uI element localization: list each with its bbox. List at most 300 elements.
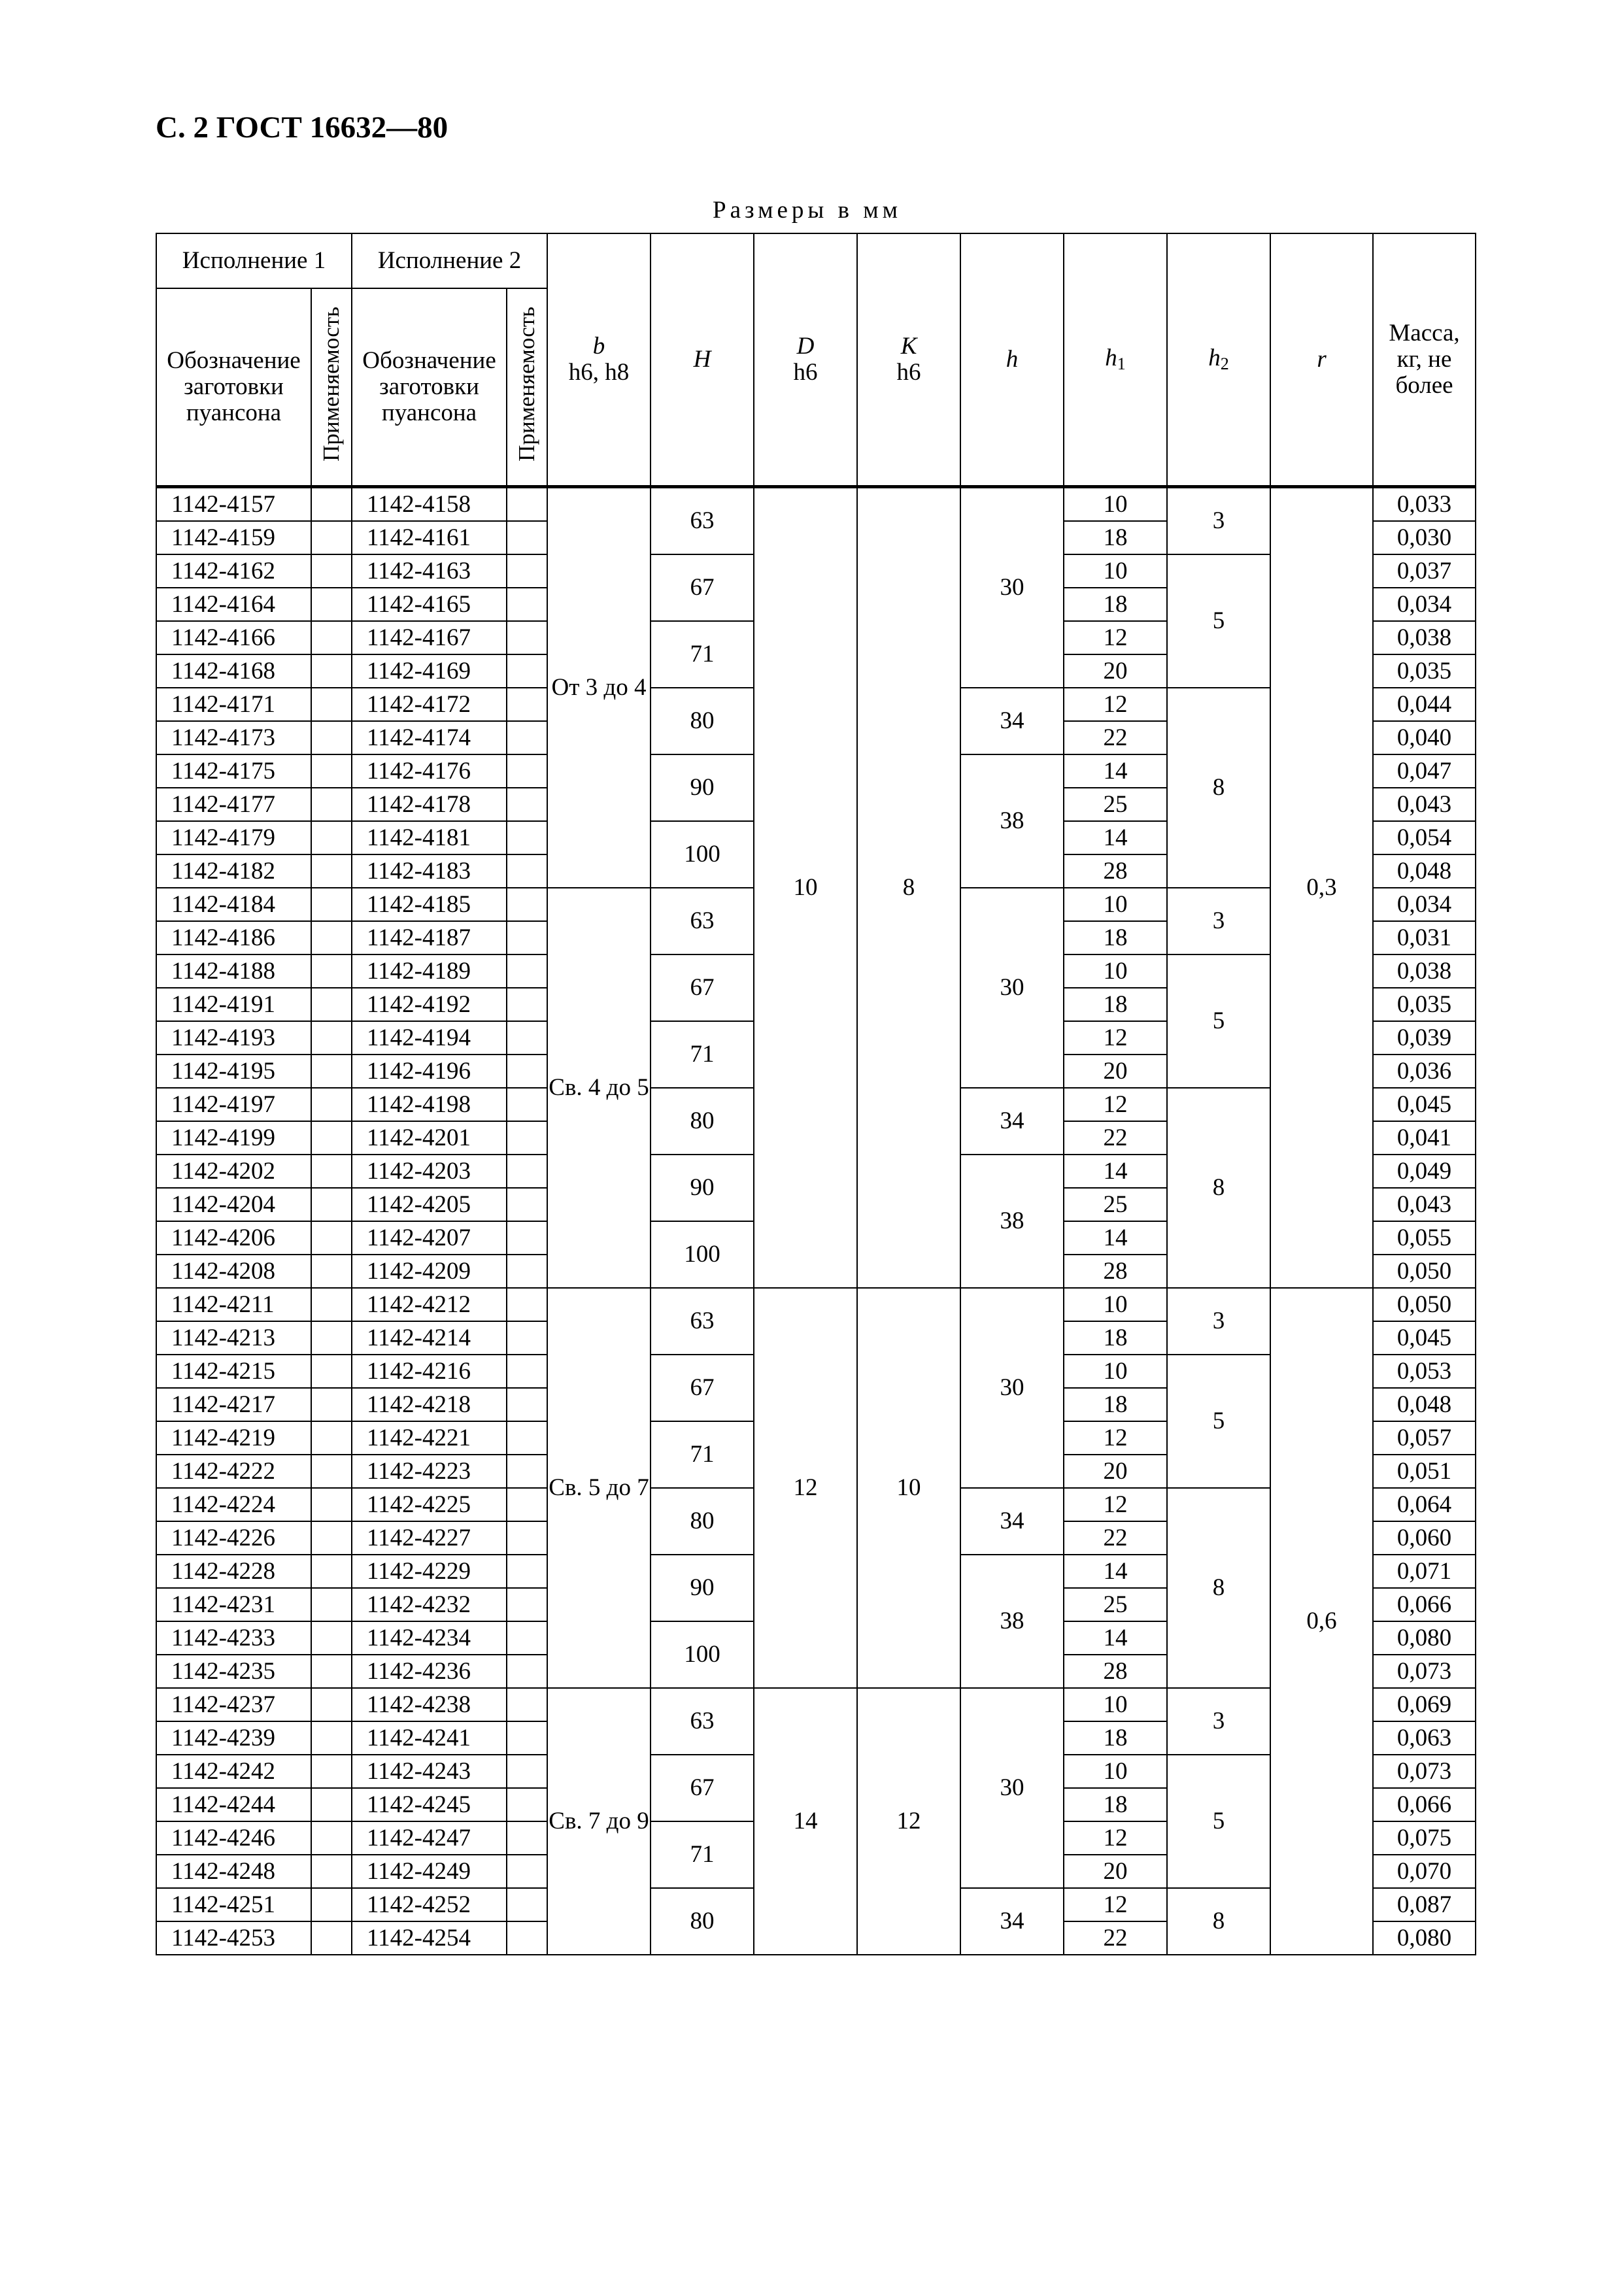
cell-mass: 0,054 bbox=[1373, 821, 1476, 854]
code-ispolnenie-2: 1142-4241 bbox=[352, 1721, 507, 1755]
cell-mass: 0,073 bbox=[1373, 1755, 1476, 1788]
cell-h1: 10 bbox=[1064, 554, 1167, 588]
cell-h1: 12 bbox=[1064, 1421, 1167, 1455]
applicability-cell-1 bbox=[311, 1588, 352, 1621]
applicability-cell-2 bbox=[507, 788, 547, 821]
code-ispolnenie-2: 1142-4183 bbox=[352, 854, 507, 888]
cell-h1: 25 bbox=[1064, 1188, 1167, 1221]
cell-h1: 20 bbox=[1064, 654, 1167, 688]
code-ispolnenie-1: 1142-4162 bbox=[156, 554, 311, 588]
cell-h: 80 bbox=[651, 1488, 754, 1555]
cell-h: 38 bbox=[960, 1555, 1064, 1688]
applicability-cell-1 bbox=[311, 1721, 352, 1755]
applicability-cell-1 bbox=[311, 1355, 352, 1388]
code-ispolnenie-2: 1142-4214 bbox=[352, 1321, 507, 1355]
applicability-cell-1 bbox=[311, 854, 352, 888]
header-K: K h6 bbox=[857, 233, 960, 487]
code-ispolnenie-2: 1142-4252 bbox=[352, 1888, 507, 1921]
cell-h1: 20 bbox=[1064, 1855, 1167, 1888]
code-ispolnenie-2: 1142-4232 bbox=[352, 1588, 507, 1621]
cell-mass: 0,039 bbox=[1373, 1021, 1476, 1055]
cell-h: 30 bbox=[960, 487, 1064, 688]
cell-mass: 0,040 bbox=[1373, 721, 1476, 754]
cell-mass: 0,066 bbox=[1373, 1588, 1476, 1621]
applicability-cell-1 bbox=[311, 1621, 352, 1655]
cell-b: Св. 7 до 9 bbox=[547, 1688, 651, 1955]
code-ispolnenie-1: 1142-4226 bbox=[156, 1521, 311, 1555]
code-ispolnenie-1: 1142-4157 bbox=[156, 487, 311, 522]
cell-h: 71 bbox=[651, 621, 754, 688]
code-ispolnenie-2: 1142-4229 bbox=[352, 1555, 507, 1588]
cell-k: 8 bbox=[857, 487, 960, 1289]
applicability-cell-2 bbox=[507, 1655, 547, 1688]
code-ispolnenie-1: 1142-4179 bbox=[156, 821, 311, 854]
cell-h: 63 bbox=[651, 487, 754, 555]
header-r: r bbox=[1270, 233, 1373, 487]
applicability-cell-1 bbox=[311, 1288, 352, 1321]
cell-h: 30 bbox=[960, 1288, 1064, 1488]
applicability-cell-1 bbox=[311, 1755, 352, 1788]
applicability-cell-2 bbox=[507, 1388, 547, 1421]
cell-h1: 28 bbox=[1064, 854, 1167, 888]
cell-h1: 14 bbox=[1064, 1155, 1167, 1188]
applicability-cell-2 bbox=[507, 1855, 547, 1888]
applicability-cell-1 bbox=[311, 954, 352, 988]
cell-mass: 0,047 bbox=[1373, 754, 1476, 788]
applicability-cell-2 bbox=[507, 1688, 547, 1721]
applicability-cell-2 bbox=[507, 1921, 547, 1955]
cell-mass: 0,073 bbox=[1373, 1655, 1476, 1688]
cell-mass: 0,080 bbox=[1373, 1921, 1476, 1955]
cell-h1: 25 bbox=[1064, 1588, 1167, 1621]
code-ispolnenie-1: 1142-4224 bbox=[156, 1488, 311, 1521]
cell-h1: 14 bbox=[1064, 1221, 1167, 1255]
code-ispolnenie-1: 1142-4193 bbox=[156, 1021, 311, 1055]
applicability-cell-2 bbox=[507, 1155, 547, 1188]
applicability-cell-2 bbox=[507, 1221, 547, 1255]
cell-h1: 25 bbox=[1064, 788, 1167, 821]
cell-h1: 10 bbox=[1064, 487, 1167, 522]
cell-h: 30 bbox=[960, 888, 1064, 1088]
applicability-cell-1 bbox=[311, 1055, 352, 1088]
cell-mass: 0,050 bbox=[1373, 1288, 1476, 1321]
applicability-cell-1 bbox=[311, 1488, 352, 1521]
cell-h1: 18 bbox=[1064, 1788, 1167, 1821]
cell-mass: 0,048 bbox=[1373, 1388, 1476, 1421]
header-applicability-2: Применяемость bbox=[507, 288, 547, 487]
applicability-cell-1 bbox=[311, 1088, 352, 1121]
cell-h1: 14 bbox=[1064, 1555, 1167, 1588]
applicability-cell-2 bbox=[507, 521, 547, 554]
code-ispolnenie-1: 1142-4242 bbox=[156, 1755, 311, 1788]
code-ispolnenie-1: 1142-4253 bbox=[156, 1921, 311, 1955]
cell-h1: 20 bbox=[1064, 1455, 1167, 1488]
applicability-cell-1 bbox=[311, 1921, 352, 1955]
code-ispolnenie-1: 1142-4208 bbox=[156, 1255, 311, 1288]
dimensions-table bbox=[156, 233, 1476, 1955]
cell-h: 34 bbox=[960, 1488, 1064, 1555]
header-ispolnenie-2: Исполнение 2 bbox=[352, 233, 547, 288]
cell-h1: 18 bbox=[1064, 988, 1167, 1021]
code-ispolnenie-1: 1142-4244 bbox=[156, 1788, 311, 1821]
cell-h1: 10 bbox=[1064, 1288, 1167, 1321]
page-header: С. 2 ГОСТ 16632—80 bbox=[156, 110, 448, 144]
cell-k: 12 bbox=[857, 1688, 960, 1955]
applicability-cell-1 bbox=[311, 1688, 352, 1721]
code-ispolnenie-2: 1142-4165 bbox=[352, 588, 507, 621]
code-ispolnenie-2: 1142-4187 bbox=[352, 921, 507, 954]
code-ispolnenie-1: 1142-4182 bbox=[156, 854, 311, 888]
applicability-cell-2 bbox=[507, 688, 547, 721]
applicability-cell-2 bbox=[507, 1121, 547, 1155]
code-ispolnenie-2: 1142-4247 bbox=[352, 1821, 507, 1855]
code-ispolnenie-2: 1142-4236 bbox=[352, 1655, 507, 1688]
applicability-cell-2 bbox=[507, 1755, 547, 1788]
cell-h1: 22 bbox=[1064, 721, 1167, 754]
code-ispolnenie-1: 1142-4246 bbox=[156, 1821, 311, 1855]
applicability-cell-2 bbox=[507, 554, 547, 588]
applicability-cell-1 bbox=[311, 1021, 352, 1055]
cell-h: 100 bbox=[651, 821, 754, 888]
code-ispolnenie-2: 1142-4249 bbox=[352, 1855, 507, 1888]
cell-h1: 18 bbox=[1064, 521, 1167, 554]
cell-mass: 0,050 bbox=[1373, 1255, 1476, 1288]
code-ispolnenie-1: 1142-4228 bbox=[156, 1555, 311, 1588]
code-ispolnenie-2: 1142-4158 bbox=[352, 487, 507, 522]
cell-b: Св. 5 до 7 bbox=[547, 1288, 651, 1688]
cell-mass: 0,075 bbox=[1373, 1821, 1476, 1855]
applicability-cell-2 bbox=[507, 487, 547, 522]
applicability-cell-1 bbox=[311, 1255, 352, 1288]
applicability-cell-2 bbox=[507, 754, 547, 788]
cell-h1: 18 bbox=[1064, 921, 1167, 954]
cell-h: 67 bbox=[651, 1355, 754, 1421]
applicability-cell-2 bbox=[507, 1188, 547, 1221]
cell-h1: 10 bbox=[1064, 1688, 1167, 1721]
code-ispolnenie-1: 1142-4237 bbox=[156, 1688, 311, 1721]
header-h1: $h_1$ bbox=[1064, 233, 1167, 487]
cell-h: 90 bbox=[651, 1155, 754, 1221]
cell-h2: 8 bbox=[1167, 1088, 1270, 1288]
applicability-cell-1 bbox=[311, 554, 352, 588]
cell-d: 10 bbox=[754, 487, 857, 1289]
code-ispolnenie-1: 1142-4186 bbox=[156, 921, 311, 954]
code-ispolnenie-1: 1142-4231 bbox=[156, 1588, 311, 1621]
code-ispolnenie-1: 1142-4188 bbox=[156, 954, 311, 988]
code-ispolnenie-1: 1142-4197 bbox=[156, 1088, 311, 1121]
code-ispolnenie-2: 1142-4174 bbox=[352, 721, 507, 754]
applicability-cell-1 bbox=[311, 1155, 352, 1188]
cell-h2: 8 bbox=[1167, 688, 1270, 888]
applicability-cell-2 bbox=[507, 1355, 547, 1388]
cell-h2: 5 bbox=[1167, 554, 1270, 688]
code-ispolnenie-1: 1142-4251 bbox=[156, 1888, 311, 1921]
header-h2: $h_2$ bbox=[1167, 233, 1270, 487]
cell-mass: 0,044 bbox=[1373, 688, 1476, 721]
cell-h: 38 bbox=[960, 1155, 1064, 1288]
cell-h1: 14 bbox=[1064, 754, 1167, 788]
header-h: h bbox=[960, 233, 1064, 487]
cell-h: 34 bbox=[960, 1088, 1064, 1155]
applicability-cell-1 bbox=[311, 1321, 352, 1355]
applicability-cell-2 bbox=[507, 1488, 547, 1521]
cell-h: 80 bbox=[651, 1088, 754, 1155]
cell-h1: 12 bbox=[1064, 1021, 1167, 1055]
code-ispolnenie-2: 1142-4169 bbox=[352, 654, 507, 688]
code-ispolnenie-1: 1142-4168 bbox=[156, 654, 311, 688]
cell-b: Св. 4 до 5 bbox=[547, 888, 651, 1288]
cell-mass: 0,033 bbox=[1373, 487, 1476, 522]
code-ispolnenie-2: 1142-4254 bbox=[352, 1921, 507, 1955]
applicability-cell-1 bbox=[311, 654, 352, 688]
applicability-cell-2 bbox=[507, 1255, 547, 1288]
applicability-cell-1 bbox=[311, 588, 352, 621]
cell-h1: 12 bbox=[1064, 1088, 1167, 1121]
cell-d: 14 bbox=[754, 1688, 857, 1955]
cell-mass: 0,038 bbox=[1373, 621, 1476, 654]
code-ispolnenie-1: 1142-4213 bbox=[156, 1321, 311, 1355]
cell-r: 0,6 bbox=[1270, 1288, 1373, 1955]
cell-mass: 0,031 bbox=[1373, 921, 1476, 954]
cell-h: 80 bbox=[651, 1888, 754, 1955]
code-ispolnenie-2: 1142-4192 bbox=[352, 988, 507, 1021]
code-ispolnenie-1: 1142-4222 bbox=[156, 1455, 311, 1488]
header-designation-2: Обозначение заготовки пуансона bbox=[352, 288, 507, 487]
cell-h1: 12 bbox=[1064, 688, 1167, 721]
cell-h1: 12 bbox=[1064, 1888, 1167, 1921]
cell-h1: 12 bbox=[1064, 1488, 1167, 1521]
cell-h: 63 bbox=[651, 888, 754, 954]
cell-h: 34 bbox=[960, 1888, 1064, 1955]
table-row bbox=[156, 1288, 1476, 1321]
applicability-cell-2 bbox=[507, 921, 547, 954]
applicability-cell-2 bbox=[507, 1588, 547, 1621]
code-ispolnenie-1: 1142-4166 bbox=[156, 621, 311, 654]
applicability-cell-1 bbox=[311, 1655, 352, 1688]
code-ispolnenie-2: 1142-4181 bbox=[352, 821, 507, 854]
applicability-cell-1 bbox=[311, 888, 352, 921]
code-ispolnenie-1: 1142-4235 bbox=[156, 1655, 311, 1688]
cell-mass: 0,060 bbox=[1373, 1521, 1476, 1555]
applicability-cell-2 bbox=[507, 854, 547, 888]
code-ispolnenie-2: 1142-4203 bbox=[352, 1155, 507, 1188]
code-ispolnenie-2: 1142-4167 bbox=[352, 621, 507, 654]
cell-h2: 3 bbox=[1167, 1288, 1270, 1355]
applicability-cell-1 bbox=[311, 788, 352, 821]
code-ispolnenie-2: 1142-4196 bbox=[352, 1055, 507, 1088]
cell-mass: 0,045 bbox=[1373, 1321, 1476, 1355]
table-body bbox=[156, 487, 1476, 1955]
applicability-cell-2 bbox=[507, 1421, 547, 1455]
applicability-cell-1 bbox=[311, 921, 352, 954]
cell-mass: 0,071 bbox=[1373, 1555, 1476, 1588]
applicability-cell-2 bbox=[507, 721, 547, 754]
code-ispolnenie-1: 1142-4173 bbox=[156, 721, 311, 754]
cell-d: 12 bbox=[754, 1288, 857, 1688]
cell-h: 71 bbox=[651, 1421, 754, 1488]
cell-mass: 0,035 bbox=[1373, 654, 1476, 688]
applicability-cell-1 bbox=[311, 621, 352, 654]
cell-h: 71 bbox=[651, 1021, 754, 1088]
code-ispolnenie-1: 1142-4164 bbox=[156, 588, 311, 621]
applicability-cell-2 bbox=[507, 1055, 547, 1088]
applicability-cell-2 bbox=[507, 1721, 547, 1755]
code-ispolnenie-1: 1142-4175 bbox=[156, 754, 311, 788]
applicability-cell-1 bbox=[311, 1521, 352, 1555]
cell-mass: 0,087 bbox=[1373, 1888, 1476, 1921]
header-H: H bbox=[651, 233, 754, 487]
code-ispolnenie-2: 1142-4227 bbox=[352, 1521, 507, 1555]
cell-mass: 0,036 bbox=[1373, 1055, 1476, 1088]
cell-mass: 0,037 bbox=[1373, 554, 1476, 588]
applicability-cell-1 bbox=[311, 521, 352, 554]
cell-h1: 10 bbox=[1064, 1355, 1167, 1388]
code-ispolnenie-1: 1142-4239 bbox=[156, 1721, 311, 1755]
cell-mass: 0,045 bbox=[1373, 1088, 1476, 1121]
cell-h: 90 bbox=[651, 754, 754, 821]
code-ispolnenie-1: 1142-4204 bbox=[156, 1188, 311, 1221]
applicability-cell-2 bbox=[507, 1788, 547, 1821]
applicability-cell-2 bbox=[507, 1088, 547, 1121]
cell-h: 63 bbox=[651, 1288, 754, 1355]
cell-mass: 0,080 bbox=[1373, 1621, 1476, 1655]
cell-h1: 28 bbox=[1064, 1255, 1167, 1288]
applicability-cell-2 bbox=[507, 1821, 547, 1855]
header-mass: Масса, кг, не более bbox=[1373, 233, 1476, 487]
cell-mass: 0,053 bbox=[1373, 1355, 1476, 1388]
cell-h: 30 bbox=[960, 1688, 1064, 1888]
code-ispolnenie-2: 1142-4185 bbox=[352, 888, 507, 921]
applicability-cell-2 bbox=[507, 1888, 547, 1921]
cell-h1: 22 bbox=[1064, 1521, 1167, 1555]
cell-mass: 0,063 bbox=[1373, 1721, 1476, 1755]
code-ispolnenie-1: 1142-4206 bbox=[156, 1221, 311, 1255]
code-ispolnenie-1: 1142-4233 bbox=[156, 1621, 311, 1655]
code-ispolnenie-1: 1142-4191 bbox=[156, 988, 311, 1021]
applicability-cell-1 bbox=[311, 754, 352, 788]
cell-h: 80 bbox=[651, 688, 754, 754]
header-designation-1: Обозначение заготовки пуансона bbox=[156, 288, 311, 487]
code-ispolnenie-1: 1142-4202 bbox=[156, 1155, 311, 1188]
cell-h2: 3 bbox=[1167, 888, 1270, 954]
cell-h1: 22 bbox=[1064, 1121, 1167, 1155]
cell-mass: 0,041 bbox=[1373, 1121, 1476, 1155]
code-ispolnenie-1: 1142-4211 bbox=[156, 1288, 311, 1321]
cell-mass: 0,035 bbox=[1373, 988, 1476, 1021]
code-ispolnenie-1: 1142-4215 bbox=[156, 1355, 311, 1388]
code-ispolnenie-2: 1142-4176 bbox=[352, 754, 507, 788]
cell-h2: 8 bbox=[1167, 1488, 1270, 1688]
cell-h: 34 bbox=[960, 688, 1064, 754]
cell-h1: 18 bbox=[1064, 1388, 1167, 1421]
cell-h: 71 bbox=[651, 1821, 754, 1888]
applicability-cell-1 bbox=[311, 487, 352, 522]
cell-h1: 12 bbox=[1064, 1821, 1167, 1855]
code-ispolnenie-2: 1142-4194 bbox=[352, 1021, 507, 1055]
cell-mass: 0,066 bbox=[1373, 1788, 1476, 1821]
applicability-cell-2 bbox=[507, 954, 547, 988]
cell-h1: 18 bbox=[1064, 1321, 1167, 1355]
code-ispolnenie-1: 1142-4248 bbox=[156, 1855, 311, 1888]
applicability-cell-2 bbox=[507, 588, 547, 621]
cell-mass: 0,034 bbox=[1373, 588, 1476, 621]
cell-h: 67 bbox=[651, 554, 754, 621]
code-ispolnenie-2: 1142-4221 bbox=[352, 1421, 507, 1455]
cell-h1: 28 bbox=[1064, 1655, 1167, 1688]
code-ispolnenie-2: 1142-4234 bbox=[352, 1621, 507, 1655]
applicability-cell-2 bbox=[507, 1021, 547, 1055]
cell-h: 63 bbox=[651, 1688, 754, 1755]
applicability-cell-1 bbox=[311, 1555, 352, 1588]
header-ispolnenie-1: Исполнение 1 bbox=[156, 233, 352, 288]
cell-h1: 14 bbox=[1064, 821, 1167, 854]
applicability-cell-1 bbox=[311, 988, 352, 1021]
cell-mass: 0,051 bbox=[1373, 1455, 1476, 1488]
cell-mass: 0,038 bbox=[1373, 954, 1476, 988]
code-ispolnenie-2: 1142-4243 bbox=[352, 1755, 507, 1788]
cell-mass: 0,049 bbox=[1373, 1155, 1476, 1188]
cell-mass: 0,043 bbox=[1373, 788, 1476, 821]
code-ispolnenie-1: 1142-4199 bbox=[156, 1121, 311, 1155]
code-ispolnenie-1: 1142-4177 bbox=[156, 788, 311, 821]
code-ispolnenie-2: 1142-4209 bbox=[352, 1255, 507, 1288]
applicability-cell-2 bbox=[507, 1521, 547, 1555]
cell-h1: 14 bbox=[1064, 1621, 1167, 1655]
applicability-cell-2 bbox=[507, 654, 547, 688]
code-ispolnenie-1: 1142-4171 bbox=[156, 688, 311, 721]
applicability-cell-2 bbox=[507, 1288, 547, 1321]
cell-h1: 20 bbox=[1064, 1055, 1167, 1088]
cell-h: 100 bbox=[651, 1621, 754, 1688]
cell-h2: 5 bbox=[1167, 954, 1270, 1088]
cell-h1: 12 bbox=[1064, 621, 1167, 654]
applicability-cell-1 bbox=[311, 1421, 352, 1455]
cell-h: 67 bbox=[651, 1755, 754, 1821]
cell-h1: 18 bbox=[1064, 588, 1167, 621]
code-ispolnenie-2: 1142-4212 bbox=[352, 1288, 507, 1321]
applicability-cell-2 bbox=[507, 621, 547, 654]
code-ispolnenie-2: 1142-4216 bbox=[352, 1355, 507, 1388]
cell-h: 38 bbox=[960, 754, 1064, 888]
cell-h: 100 bbox=[651, 1221, 754, 1288]
cell-mass: 0,070 bbox=[1373, 1855, 1476, 1888]
cell-h2: 3 bbox=[1167, 1688, 1270, 1755]
code-ispolnenie-2: 1142-4223 bbox=[352, 1455, 507, 1488]
code-ispolnenie-2: 1142-4163 bbox=[352, 554, 507, 588]
cell-h1: 10 bbox=[1064, 1755, 1167, 1788]
cell-h1: 10 bbox=[1064, 888, 1167, 921]
code-ispolnenie-2: 1142-4207 bbox=[352, 1221, 507, 1255]
cell-mass: 0,048 bbox=[1373, 854, 1476, 888]
code-ispolnenie-2: 1142-4205 bbox=[352, 1188, 507, 1221]
code-ispolnenie-1: 1142-4219 bbox=[156, 1421, 311, 1455]
code-ispolnenie-2: 1142-4245 bbox=[352, 1788, 507, 1821]
applicability-cell-1 bbox=[311, 721, 352, 754]
cell-h1: 22 bbox=[1064, 1921, 1167, 1955]
applicability-cell-1 bbox=[311, 1121, 352, 1155]
code-ispolnenie-1: 1142-4195 bbox=[156, 1055, 311, 1088]
header-applicability-1: Применяемость bbox=[311, 288, 352, 487]
applicability-cell-1 bbox=[311, 1788, 352, 1821]
cell-mass: 0,069 bbox=[1373, 1688, 1476, 1721]
applicability-cell-2 bbox=[507, 821, 547, 854]
code-ispolnenie-2: 1142-4218 bbox=[352, 1388, 507, 1421]
applicability-cell-2 bbox=[507, 988, 547, 1021]
cell-r: 0,3 bbox=[1270, 487, 1373, 1289]
cell-mass: 0,043 bbox=[1373, 1188, 1476, 1221]
cell-h2: 5 bbox=[1167, 1355, 1270, 1488]
applicability-cell-1 bbox=[311, 1888, 352, 1921]
